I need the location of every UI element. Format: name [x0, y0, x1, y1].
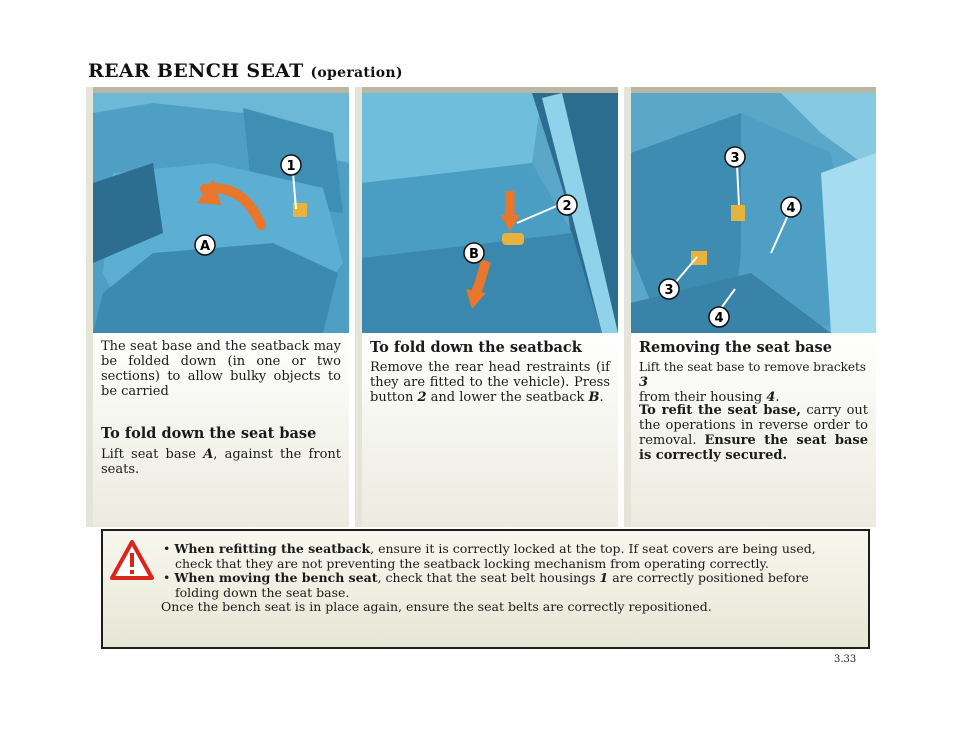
- warning-closing: Once the bench seat is in place again, ensure the seat belts are correctly repositioned.: [161, 599, 712, 614]
- ref-a: A: [203, 447, 214, 462]
- text-fragment: Lift the seat base to remove brackets: [639, 360, 866, 374]
- text-fragment: .: [599, 390, 604, 405]
- paragraph-fold-seat-base: [101, 447, 341, 477]
- callout-3-top-label: 3: [730, 151, 740, 166]
- seatback-illustration: [362, 93, 618, 333]
- paragraph-refit-seat-base: [639, 403, 868, 463]
- text-fragment: Remove the rear head restraints (if they are fitted to the vehicle). Press button: [370, 360, 610, 405]
- heading-remove-seat-base: Removing the seat base: [639, 339, 832, 356]
- text-fragment: When refitting the seatback: [174, 541, 371, 556]
- photo-seat-base: [93, 93, 349, 333]
- text-fragment: from their housing: [639, 390, 767, 405]
- remove-seat-base-illustration: [631, 93, 876, 333]
- page-title-main: REAR BENCH SEAT: [88, 60, 304, 82]
- text-fragment: , check that the seat belt housings: [377, 570, 600, 585]
- column-fold-seat-base: [86, 87, 349, 527]
- page-title-subtitle: (operation): [310, 65, 403, 81]
- callout-3-bottom-label: 3: [664, 283, 674, 298]
- text-fragment: and lower the seatback: [426, 390, 589, 405]
- page-number: 3.33: [834, 654, 857, 665]
- text-fragment: Ensure the seat base is correctly secured.: [639, 433, 868, 463]
- column-fold-seatback: [355, 87, 618, 527]
- warning-box: [101, 529, 870, 649]
- button-2-highlight: [502, 233, 524, 245]
- heading-fold-seat-base: To fold down the seat base: [101, 425, 317, 442]
- callout-1-label: 1: [286, 159, 296, 174]
- column-remove-seat-base: [624, 87, 876, 527]
- callout-4-bottom-label: 4: [714, 311, 724, 326]
- callout-4-top-label: 4: [786, 201, 796, 216]
- text-fragment: , ensure it is correctly locked at the top. If seat covers are being used, check that they are not preventing the seatback locking mechanism from operating correctly.: [175, 541, 816, 571]
- seat-base-illustration: [93, 93, 349, 333]
- warning-triangle-icon: [109, 539, 155, 581]
- text-fragment: .: [775, 390, 780, 405]
- warning-bullet-2: • When moving the bench seat, check that the seat belt housings 1 are correctly positioned before folding down the seat base.: [163, 570, 809, 600]
- paragraph-remove-seat-base: [639, 360, 868, 405]
- ref-4: 4: [766, 390, 776, 405]
- warning-bullet-1: • When refitting the seatback, ensure it is correctly locked at the top. If seat covers are being used, check that they are not preventing the seatback locking mechanism from operating correctly.: [163, 541, 816, 571]
- text-fragment: To refit the seat base,: [639, 403, 801, 418]
- text-fragment: When moving the bench seat: [174, 570, 378, 585]
- photo-remove-seat-base: [631, 93, 876, 333]
- heading-fold-seatback: To fold down the seatback: [370, 339, 582, 356]
- intro-paragraph: The seat base and the seatback may be folded down (in one or two sections) to allow bulky objects to be carried: [101, 339, 341, 399]
- text-fragment: are correctly positioned before folding down the seat base.: [175, 570, 809, 600]
- warning-text: [161, 542, 840, 615]
- ref-3: 3: [639, 375, 649, 390]
- page-title: [88, 60, 403, 82]
- callout-2-label: 2: [562, 199, 572, 214]
- ref-1: 1: [599, 570, 609, 585]
- text-fragment: , against the front seats.: [101, 447, 341, 477]
- paragraph-fold-seatback: [370, 360, 610, 405]
- text-fragment: Lift seat base: [101, 447, 204, 462]
- callout-b-label: B: [469, 247, 479, 262]
- ref-b: B: [588, 390, 600, 405]
- text-fragment: carry out the operations in reverse order to removal.: [639, 403, 868, 448]
- ref-2: 2: [417, 390, 427, 405]
- photo-seatback: [362, 93, 618, 333]
- callout-a-label: A: [199, 239, 211, 254]
